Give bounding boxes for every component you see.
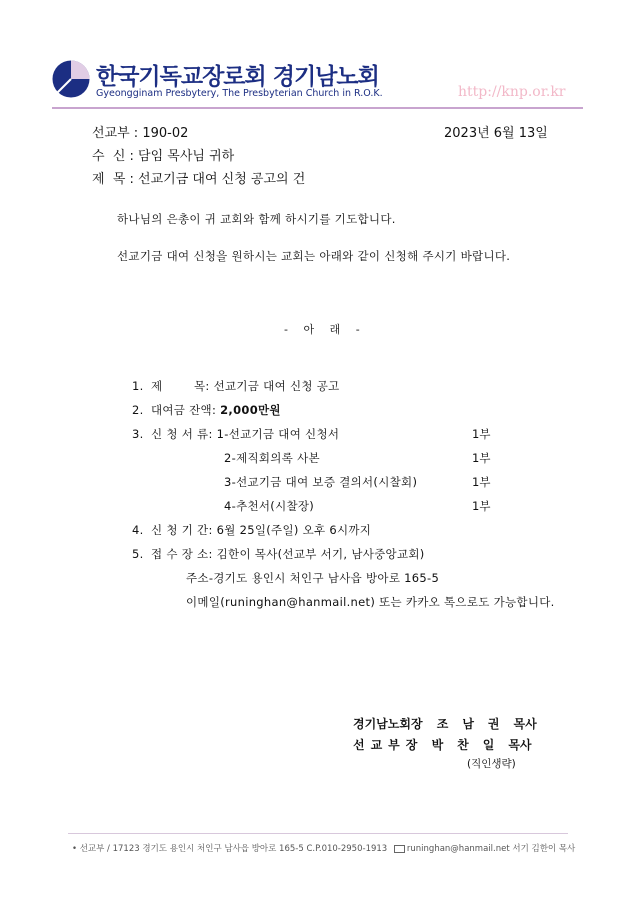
document-number [92, 122, 188, 141]
signature-title: 선교부장 [353, 738, 424, 752]
list-item [132, 546, 425, 562]
request-paragraph: 선교기금 대여 신청을 원하시는 교회는 아래와 같이 신청해 주시기 바랍니다. [117, 249, 511, 263]
address-line: 주소-경기도 용인시 처인구 남사읍 방아로 165-5 [186, 571, 440, 585]
recipient-label: 수 신 : [92, 149, 134, 164]
greeting-paragraph: 하나님의 은총이 귀 교회와 함께 하시기를 기도합니다. [117, 212, 396, 226]
footer-contact [72, 842, 575, 854]
item-number: 5. [132, 547, 144, 561]
seal-omitted-note: (직인생략) [467, 758, 516, 770]
item-label: 제 목: [150, 379, 210, 393]
recipient-value: 담임 목사님 귀하 [138, 149, 235, 164]
copies-count: 1부 [472, 451, 491, 465]
footer-bullet: • [72, 844, 78, 854]
item-number: 3. [132, 427, 144, 441]
copies-count: 1부 [472, 427, 491, 441]
header-divider [52, 107, 583, 109]
item-value: 2,000만원 [220, 403, 281, 417]
subject-line [92, 168, 305, 187]
item-number: 1. [132, 379, 144, 393]
item-number: 4. [132, 523, 144, 537]
list-item [132, 378, 340, 394]
item-label: 신 청 서 류: [150, 427, 213, 441]
copies-count: 1부 [472, 475, 491, 489]
doc-number-label: 선교부 : [92, 126, 139, 141]
list-item [132, 402, 281, 418]
item-value: 김한이 목사(선교부 서기, 남사중앙교회) [216, 547, 425, 561]
recipient-line [92, 145, 234, 164]
presbytery-logo [52, 60, 90, 98]
site-url-link[interactable]: http://knp.or.kr [458, 84, 566, 100]
item-label: 신 청 기 간: [150, 523, 213, 537]
signature-suffix: 목사 [508, 738, 532, 752]
signature-title: 경기남노회장 [353, 717, 423, 731]
list-item [132, 522, 371, 538]
signature-name: 박찬일 [431, 738, 509, 752]
document-entry: 4-추천서(시찰장) [224, 499, 315, 513]
document-entry: 1-선교기금 대여 신청서 [216, 427, 340, 441]
contact-line: 이메일(runinghan@hanmail.net) 또는 카카오 톡으로도 가능합니다. [186, 595, 555, 609]
notice-heading: - 아 래 - [284, 323, 366, 336]
document-entry: 2-제직회의록 사본 [224, 451, 320, 465]
item-label: 접 수 장 소: [150, 547, 213, 561]
subject-value: 선교기금 대여 신청 공고의 건 [138, 172, 306, 187]
signature-mission-head [353, 736, 532, 753]
document-date: 2023년 6월 13일 [444, 126, 548, 141]
footer-divider [68, 833, 568, 834]
list-item [132, 426, 339, 442]
org-name: 한국기독교장로회 경기남노회 [96, 64, 379, 90]
item-number: 2. [132, 403, 144, 417]
signature-suffix: 목사 [513, 717, 537, 731]
envelope-icon [394, 845, 405, 853]
signature-president [353, 715, 537, 732]
footer-signer: 서기 김한이 목사 [512, 844, 576, 854]
subject-label: 제 목 : [92, 172, 134, 187]
footer-email[interactable]: runinghan@hanmail.net [406, 844, 510, 854]
item-label: 대여금 잔액: [150, 403, 217, 417]
signature-name: 조남권 [436, 717, 514, 731]
copies-count: 1부 [472, 499, 491, 513]
document-entry: 3-선교기금 대여 보증 결의서(시찰회) [224, 475, 418, 489]
org-english-name: Gyeongginam Presbytery, The Presbyterian Church in R.O.K. [96, 88, 383, 99]
footer-department: 선교부 / 17123 경기도 용인시 처인구 남사읍 방아로 165-5 C.P.010-2950-1913 [79, 844, 388, 854]
doc-number-value: 190-02 [142, 126, 189, 141]
item-value: 6월 25일(주일) 오후 6시까지 [216, 523, 372, 537]
item-value: 선교기금 대여 신청 공고 [213, 379, 340, 393]
